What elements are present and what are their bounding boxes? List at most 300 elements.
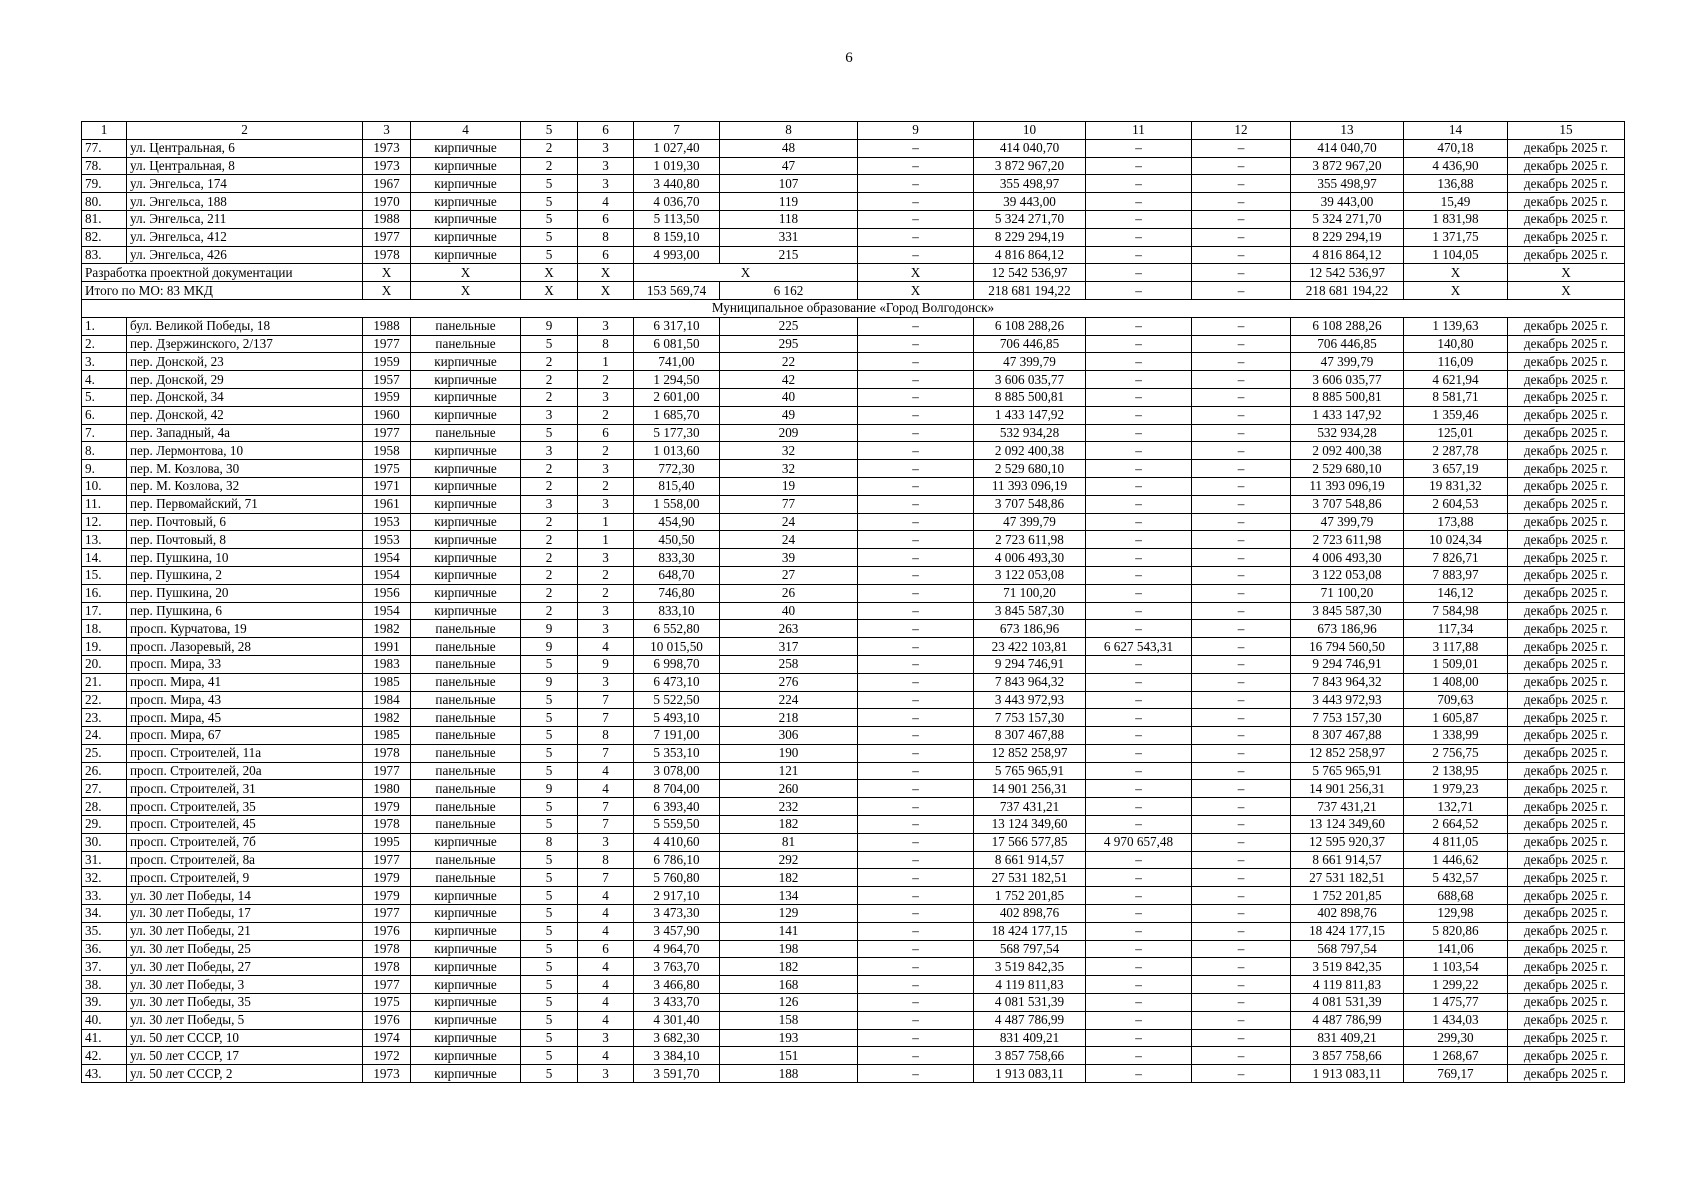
table-cell: 1 433 147,92 bbox=[1291, 406, 1404, 424]
table-cell: X bbox=[1508, 264, 1625, 282]
table-cell: 3 606 035,77 bbox=[974, 371, 1086, 389]
table-cell: 5 bbox=[521, 798, 578, 816]
table-cell: – bbox=[1086, 175, 1192, 193]
table-cell: 7 bbox=[578, 691, 634, 709]
table-cell: – bbox=[1192, 193, 1291, 211]
table-cell: 4 bbox=[578, 958, 634, 976]
table-cell: декабрь 2025 г. bbox=[1508, 246, 1625, 264]
table-cell: 2 bbox=[578, 371, 634, 389]
table-cell: пер. Пушкина, 2 bbox=[127, 566, 363, 584]
table-cell: 331 bbox=[720, 228, 858, 246]
total-label: Итого по МО: 83 МКД bbox=[82, 282, 363, 300]
table-cell: – bbox=[1086, 1029, 1192, 1047]
table-cell: 2 bbox=[578, 406, 634, 424]
table-cell: кирпичные bbox=[411, 994, 521, 1012]
table-cell: 355 498,97 bbox=[974, 175, 1086, 193]
table-cell: 3 707 548,86 bbox=[1291, 495, 1404, 513]
table-cell: 3 bbox=[578, 602, 634, 620]
column-number-cell: 10 bbox=[974, 122, 1086, 140]
table-cell: просп. Лазоревый, 28 bbox=[127, 638, 363, 656]
table-cell: 2 bbox=[521, 460, 578, 478]
table-cell: 2 092 400,38 bbox=[974, 442, 1086, 460]
table-cell: 107 bbox=[720, 175, 858, 193]
table-cell: – bbox=[1086, 922, 1192, 940]
table-row bbox=[82, 139, 1625, 157]
table-cell: – bbox=[1086, 1011, 1192, 1029]
table-cell: 450,50 bbox=[634, 531, 720, 549]
table-cell: 7 753 157,30 bbox=[974, 709, 1086, 727]
table-cell: 3 bbox=[578, 157, 634, 175]
table-cell: 568 797,54 bbox=[1291, 940, 1404, 958]
table-cell: декабрь 2025 г. bbox=[1508, 371, 1625, 389]
table-cell: 21. bbox=[82, 673, 127, 691]
table-cell: – bbox=[1192, 744, 1291, 762]
table-cell: пер. Западный, 4а bbox=[127, 424, 363, 442]
table-cell: 33. bbox=[82, 887, 127, 905]
table-cell: 48 bbox=[720, 139, 858, 157]
table-row bbox=[82, 851, 1625, 869]
table-cell: декабрь 2025 г. bbox=[1508, 157, 1625, 175]
table-cell: 2 664,52 bbox=[1404, 816, 1508, 834]
table-cell: 1978 bbox=[363, 940, 411, 958]
table-cell: 125,01 bbox=[1404, 424, 1508, 442]
table-cell: 19 bbox=[720, 477, 858, 495]
table-cell: – bbox=[858, 780, 974, 798]
table-cell: – bbox=[858, 869, 974, 887]
table-cell: 1959 bbox=[363, 388, 411, 406]
table-cell: – bbox=[1086, 566, 1192, 584]
table-cell: – bbox=[858, 513, 974, 531]
table-cell: X bbox=[521, 282, 578, 300]
table-cell: 3 bbox=[578, 1029, 634, 1047]
table-cell: 22 bbox=[720, 353, 858, 371]
table-cell: – bbox=[858, 620, 974, 638]
table-cell: – bbox=[1192, 709, 1291, 727]
table-cell: – bbox=[858, 958, 974, 976]
table-cell: 1 752 201,85 bbox=[1291, 887, 1404, 905]
table-cell: – bbox=[1192, 477, 1291, 495]
table-cell: – bbox=[858, 424, 974, 442]
table-cell: 741,00 bbox=[634, 353, 720, 371]
table-cell: 29. bbox=[82, 816, 127, 834]
table-cell: 83. bbox=[82, 246, 127, 264]
table-cell: декабрь 2025 г. bbox=[1508, 958, 1625, 976]
table-cell: 2 756,75 bbox=[1404, 744, 1508, 762]
table-cell: 5 432,57 bbox=[1404, 869, 1508, 887]
table-cell: декабрь 2025 г. bbox=[1508, 1047, 1625, 1065]
table-cell: декабрь 2025 г. bbox=[1508, 620, 1625, 638]
table-cell: 5 bbox=[521, 762, 578, 780]
table-cell: 146,12 bbox=[1404, 584, 1508, 602]
table-cell: 5 bbox=[521, 727, 578, 745]
table-cell: 1 294,50 bbox=[634, 371, 720, 389]
table-cell: 10. bbox=[82, 477, 127, 495]
table-row bbox=[82, 958, 1625, 976]
table-cell: бул. Великой Победы, 18 bbox=[127, 317, 363, 335]
table-cell: – bbox=[858, 1047, 974, 1065]
table-cell: 2 723 611,98 bbox=[1291, 531, 1404, 549]
table-cell: 7 753 157,30 bbox=[1291, 709, 1404, 727]
table-cell: 3 443 972,93 bbox=[1291, 691, 1404, 709]
table-cell: 2 bbox=[578, 442, 634, 460]
table-cell: 5 bbox=[521, 940, 578, 958]
table-cell: 8 661 914,57 bbox=[974, 851, 1086, 869]
table-cell: 9 bbox=[578, 655, 634, 673]
table-cell: 2 bbox=[521, 353, 578, 371]
table-cell: 3 bbox=[578, 460, 634, 478]
table-cell: 3 707 548,86 bbox=[974, 495, 1086, 513]
table-cell: 5. bbox=[82, 388, 127, 406]
table-cell: 15. bbox=[82, 566, 127, 584]
table-cell: 5 bbox=[521, 869, 578, 887]
table-cell: просп. Строителей, 7б bbox=[127, 833, 363, 851]
table-cell: 5 bbox=[521, 887, 578, 905]
table-cell: 3 bbox=[578, 549, 634, 567]
table-cell: 1985 bbox=[363, 727, 411, 745]
table-cell: 7 bbox=[578, 709, 634, 727]
table-cell: – bbox=[1192, 833, 1291, 851]
table-cell: 47 399,79 bbox=[974, 353, 1086, 371]
table-cell: – bbox=[858, 744, 974, 762]
table-row bbox=[82, 816, 1625, 834]
table-cell: 2 529 680,10 bbox=[974, 460, 1086, 478]
table-cell: кирпичные bbox=[411, 477, 521, 495]
table-cell: 190 bbox=[720, 744, 858, 762]
table-cell: панельные bbox=[411, 744, 521, 762]
table-cell: декабрь 2025 г. bbox=[1508, 513, 1625, 531]
table-cell: 7 826,71 bbox=[1404, 549, 1508, 567]
table-cell: просп. Строителей, 9 bbox=[127, 869, 363, 887]
table-cell: 134 bbox=[720, 887, 858, 905]
table-cell: 1 013,60 bbox=[634, 442, 720, 460]
table-cell: 34. bbox=[82, 905, 127, 923]
table-cell: 6 393,40 bbox=[634, 798, 720, 816]
column-number-cell: 12 bbox=[1192, 122, 1291, 140]
table-cell: 769,17 bbox=[1404, 1065, 1508, 1083]
table-cell: панельные bbox=[411, 424, 521, 442]
table-cell: – bbox=[1192, 976, 1291, 994]
table-cell: 3 bbox=[521, 495, 578, 513]
table-cell: 193 bbox=[720, 1029, 858, 1047]
table-cell: 3 857 758,66 bbox=[1291, 1047, 1404, 1065]
table-cell: 19 831,32 bbox=[1404, 477, 1508, 495]
table-cell: ул. 30 лет Победы, 3 bbox=[127, 976, 363, 994]
table-cell: 39 bbox=[720, 549, 858, 567]
table-cell: – bbox=[1192, 424, 1291, 442]
table-cell: 121 bbox=[720, 762, 858, 780]
table-cell: – bbox=[858, 1065, 974, 1083]
table-cell: – bbox=[1086, 353, 1192, 371]
table-cell: 1977 bbox=[363, 762, 411, 780]
column-number-cell: 3 bbox=[363, 122, 411, 140]
table-cell: 831 409,21 bbox=[974, 1029, 1086, 1047]
table-cell: 5 bbox=[521, 958, 578, 976]
section-title: Муниципальное образование «Город Волгодонск» bbox=[82, 299, 1625, 317]
table-cell: – bbox=[858, 388, 974, 406]
table-cell: декабрь 2025 г. bbox=[1508, 869, 1625, 887]
table-cell: – bbox=[1086, 655, 1192, 673]
table-cell: – bbox=[1192, 1047, 1291, 1065]
table-cell: 1 268,67 bbox=[1404, 1047, 1508, 1065]
table-cell: 13. bbox=[82, 531, 127, 549]
table-cell: 209 bbox=[720, 424, 858, 442]
table-cell: кирпичные bbox=[411, 1011, 521, 1029]
table-cell: 4 119 811,83 bbox=[974, 976, 1086, 994]
table-cell: ул. 30 лет Победы, 17 bbox=[127, 905, 363, 923]
table-cell: 4 621,94 bbox=[1404, 371, 1508, 389]
table-cell: 5 bbox=[521, 851, 578, 869]
table-cell: декабрь 2025 г. bbox=[1508, 940, 1625, 958]
table-cell: 129,98 bbox=[1404, 905, 1508, 923]
table-cell: 18 424 177,15 bbox=[1291, 922, 1404, 940]
table-cell: – bbox=[1192, 638, 1291, 656]
table-cell: 263 bbox=[720, 620, 858, 638]
table-cell: просп. Строителей, 11а bbox=[127, 744, 363, 762]
table-cell: просп. Строителей, 31 bbox=[127, 780, 363, 798]
table-cell: 132,71 bbox=[1404, 798, 1508, 816]
table-cell: – bbox=[1086, 246, 1192, 264]
table-cell: 1 019,30 bbox=[634, 157, 720, 175]
table-cell: 1953 bbox=[363, 513, 411, 531]
total-row bbox=[82, 282, 1625, 300]
table-cell: просп. Мира, 45 bbox=[127, 709, 363, 727]
table-cell: кирпичные bbox=[411, 460, 521, 478]
table-cell: 6 162 bbox=[720, 282, 858, 300]
table-cell: 4 119 811,83 bbox=[1291, 976, 1404, 994]
table-cell: декабрь 2025 г. bbox=[1508, 477, 1625, 495]
table-cell: – bbox=[1086, 210, 1192, 228]
table-cell: 3 519 842,35 bbox=[974, 958, 1086, 976]
table-cell: 6 552,80 bbox=[634, 620, 720, 638]
table-row bbox=[82, 566, 1625, 584]
table-cell: 225 bbox=[720, 317, 858, 335]
table-cell: 4 bbox=[578, 976, 634, 994]
table-cell: 18. bbox=[82, 620, 127, 638]
table-cell: 688,68 bbox=[1404, 887, 1508, 905]
table-cell: 2 092 400,38 bbox=[1291, 442, 1404, 460]
table-cell: декабрь 2025 г. bbox=[1508, 1029, 1625, 1047]
table-cell: – bbox=[1086, 531, 1192, 549]
table-cell: 13 124 349,60 bbox=[974, 816, 1086, 834]
table-cell: X bbox=[634, 264, 858, 282]
table-cell: 3 845 587,30 bbox=[1291, 602, 1404, 620]
table-row bbox=[82, 513, 1625, 531]
table-row bbox=[82, 887, 1625, 905]
table-cell: декабрь 2025 г. bbox=[1508, 1011, 1625, 1029]
table-cell: – bbox=[858, 335, 974, 353]
table-cell: – bbox=[1086, 940, 1192, 958]
table-cell: кирпичные bbox=[411, 940, 521, 958]
table-cell: 5 bbox=[521, 709, 578, 727]
table-cell: 7 bbox=[578, 869, 634, 887]
table-cell: – bbox=[1192, 246, 1291, 264]
table-cell: 218 681 194,22 bbox=[974, 282, 1086, 300]
table-cell: 1960 bbox=[363, 406, 411, 424]
table-cell: 4 410,60 bbox=[634, 833, 720, 851]
page-number: 6 bbox=[845, 50, 853, 66]
table-cell: X bbox=[363, 264, 411, 282]
table-cell: 1991 bbox=[363, 638, 411, 656]
table-cell: 9 bbox=[521, 780, 578, 798]
table-cell: 4 811,05 bbox=[1404, 833, 1508, 851]
table-row bbox=[82, 1047, 1625, 1065]
table-cell: 1977 bbox=[363, 228, 411, 246]
table-cell: 2 bbox=[578, 584, 634, 602]
table-row bbox=[82, 175, 1625, 193]
table-cell: – bbox=[1192, 869, 1291, 887]
table-cell: 276 bbox=[720, 673, 858, 691]
table-cell: 7 883,97 bbox=[1404, 566, 1508, 584]
table-cell: 1 446,62 bbox=[1404, 851, 1508, 869]
table-cell: 5 bbox=[521, 994, 578, 1012]
table-row bbox=[82, 833, 1625, 851]
table-cell: 1961 bbox=[363, 495, 411, 513]
table-cell: 5 324 271,70 bbox=[974, 210, 1086, 228]
table-cell: 1959 bbox=[363, 353, 411, 371]
table-cell: – bbox=[1086, 691, 1192, 709]
table-cell: – bbox=[858, 922, 974, 940]
table-cell: 2 bbox=[521, 388, 578, 406]
table-cell: 4 bbox=[578, 905, 634, 923]
table-cell: декабрь 2025 г. bbox=[1508, 691, 1625, 709]
table-cell: 2 529 680,10 bbox=[1291, 460, 1404, 478]
table-row bbox=[82, 709, 1625, 727]
table-cell: 8 704,00 bbox=[634, 780, 720, 798]
table-cell: – bbox=[858, 531, 974, 549]
table-cell: 37. bbox=[82, 958, 127, 976]
table-cell: кирпичные bbox=[411, 549, 521, 567]
table-cell: 5 765 965,91 bbox=[1291, 762, 1404, 780]
table-cell: 5 bbox=[521, 1065, 578, 1083]
table-cell: декабрь 2025 г. bbox=[1508, 851, 1625, 869]
table-cell: декабрь 2025 г. bbox=[1508, 566, 1625, 584]
table-cell: кирпичные bbox=[411, 406, 521, 424]
table-row bbox=[82, 744, 1625, 762]
table-cell: 414 040,70 bbox=[1291, 139, 1404, 157]
table-cell: 4 816 864,12 bbox=[974, 246, 1086, 264]
table-row bbox=[82, 406, 1625, 424]
table-cell: 9 bbox=[521, 317, 578, 335]
table-cell: 2 bbox=[521, 602, 578, 620]
table-cell: – bbox=[1086, 762, 1192, 780]
table-row bbox=[82, 1029, 1625, 1047]
table-cell: 182 bbox=[720, 816, 858, 834]
table-cell: декабрь 2025 г. bbox=[1508, 709, 1625, 727]
table-cell: 815,40 bbox=[634, 477, 720, 495]
table-cell: кирпичные bbox=[411, 175, 521, 193]
table-cell: 1 103,54 bbox=[1404, 958, 1508, 976]
table-cell: кирпичные bbox=[411, 602, 521, 620]
table-cell: – bbox=[858, 353, 974, 371]
table-cell: 1983 bbox=[363, 655, 411, 673]
table-cell: декабрь 2025 г. bbox=[1508, 139, 1625, 157]
table-row bbox=[82, 460, 1625, 478]
column-number-cell: 6 bbox=[578, 122, 634, 140]
table-cell: 3 845 587,30 bbox=[974, 602, 1086, 620]
table-cell: 8 bbox=[578, 851, 634, 869]
table-cell: 7 584,98 bbox=[1404, 602, 1508, 620]
table-cell: пер. Донской, 29 bbox=[127, 371, 363, 389]
table-row bbox=[82, 424, 1625, 442]
table-cell: ул. 30 лет Победы, 21 bbox=[127, 922, 363, 940]
table-cell: 173,88 bbox=[1404, 513, 1508, 531]
table-row bbox=[82, 638, 1625, 656]
table-cell: 8 bbox=[578, 727, 634, 745]
table-cell: – bbox=[1192, 940, 1291, 958]
table-cell: – bbox=[1086, 495, 1192, 513]
table-cell: 12 595 920,37 bbox=[1291, 833, 1404, 851]
table-cell: – bbox=[1192, 371, 1291, 389]
column-number-cell: 14 bbox=[1404, 122, 1508, 140]
table-cell: – bbox=[1192, 139, 1291, 157]
table-cell: 4 bbox=[578, 780, 634, 798]
table-cell: 182 bbox=[720, 869, 858, 887]
table-cell: панельные bbox=[411, 709, 521, 727]
table-cell: кирпичные bbox=[411, 246, 521, 264]
table-cell: пер. Почтовый, 6 bbox=[127, 513, 363, 531]
table-cell: X bbox=[858, 282, 974, 300]
table-cell: пер. Донской, 42 bbox=[127, 406, 363, 424]
table-cell: 5 bbox=[521, 210, 578, 228]
table-cell: 3 857 758,66 bbox=[974, 1047, 1086, 1065]
column-number-cell: 2 bbox=[127, 122, 363, 140]
table-cell: 198 bbox=[720, 940, 858, 958]
table-cell: – bbox=[858, 851, 974, 869]
table-cell: декабрь 2025 г. bbox=[1508, 816, 1625, 834]
table-cell: 4 964,70 bbox=[634, 940, 720, 958]
table-row bbox=[82, 762, 1625, 780]
table-cell: – bbox=[858, 193, 974, 211]
table-cell: 1 752 201,85 bbox=[974, 887, 1086, 905]
table-cell: – bbox=[1192, 228, 1291, 246]
table-cell: 6 627 543,31 bbox=[1086, 638, 1192, 656]
table-cell: – bbox=[1086, 406, 1192, 424]
table-cell: 12 542 536,97 bbox=[1291, 264, 1404, 282]
table-cell: 673 186,96 bbox=[1291, 620, 1404, 638]
table-cell: кирпичные bbox=[411, 958, 521, 976]
table-cell: декабрь 2025 г. bbox=[1508, 780, 1625, 798]
table-cell: 5 bbox=[521, 922, 578, 940]
table-cell: 1988 bbox=[363, 317, 411, 335]
table-cell: 3 591,70 bbox=[634, 1065, 720, 1083]
table-cell: 1984 bbox=[363, 691, 411, 709]
table-cell: 4 bbox=[578, 638, 634, 656]
table-cell: 1 605,87 bbox=[1404, 709, 1508, 727]
table-cell: 1978 bbox=[363, 816, 411, 834]
table-cell: 12. bbox=[82, 513, 127, 531]
table-cell: 129 bbox=[720, 905, 858, 923]
table-cell: панельные bbox=[411, 798, 521, 816]
table-cell: – bbox=[1192, 905, 1291, 923]
table-cell: декабрь 2025 г. bbox=[1508, 335, 1625, 353]
table-row bbox=[82, 620, 1625, 638]
table-cell: – bbox=[1086, 816, 1192, 834]
table-cell: просп. Мира, 43 bbox=[127, 691, 363, 709]
table-cell: 1978 bbox=[363, 246, 411, 264]
table-cell: 3 bbox=[578, 833, 634, 851]
table-cell: 3 466,80 bbox=[634, 976, 720, 994]
table-cell: декабрь 2025 г. bbox=[1508, 584, 1625, 602]
table-cell: 1 299,22 bbox=[1404, 976, 1508, 994]
table-cell: 4 bbox=[578, 994, 634, 1012]
table-cell: 568 797,54 bbox=[974, 940, 1086, 958]
table-cell: кирпичные bbox=[411, 584, 521, 602]
table-cell: – bbox=[858, 602, 974, 620]
table-row bbox=[82, 1065, 1625, 1083]
table-cell: 8 885 500,81 bbox=[1291, 388, 1404, 406]
table-cell: 1 408,00 bbox=[1404, 673, 1508, 691]
table-cell: – bbox=[858, 477, 974, 495]
